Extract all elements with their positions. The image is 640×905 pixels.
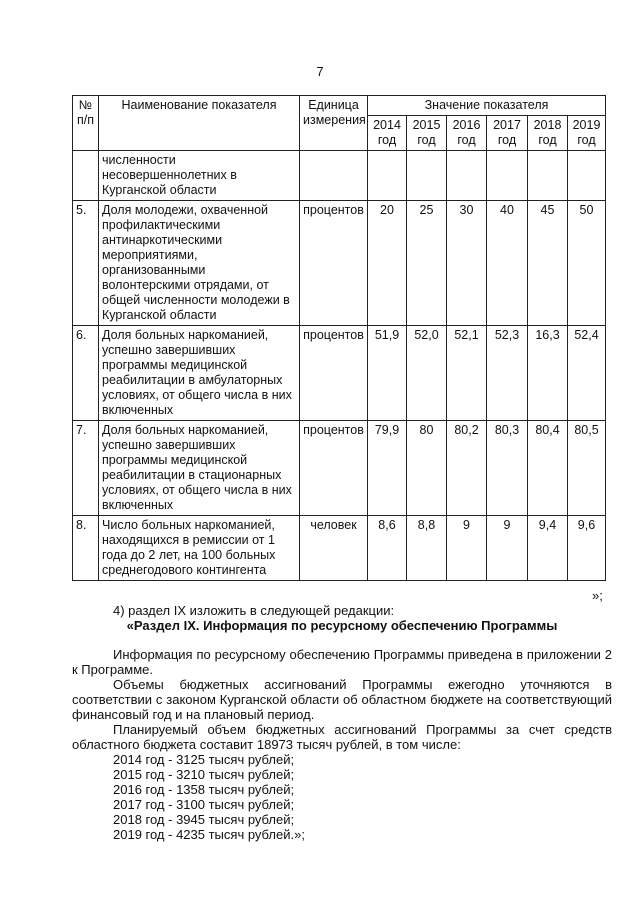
row-value: [568, 151, 606, 201]
row-unit: процентов: [300, 421, 368, 516]
row-num: [73, 151, 99, 201]
row-value: [407, 151, 447, 201]
page-number: 7: [316, 64, 324, 79]
list-item: 2016 год - 1358 тысяч рублей;: [113, 782, 295, 797]
list-item: 2015 год - 3210 тысяч рублей;: [113, 767, 295, 782]
row-value: 80,3: [487, 421, 528, 516]
row-value: 50: [568, 201, 606, 326]
list-item: 2017 год - 3100 тысяч рублей;: [113, 797, 295, 812]
header-year: 2017 год: [487, 116, 528, 151]
row-value: 80: [407, 421, 447, 516]
row-value: 52,0: [407, 326, 447, 421]
row-num: 6.: [73, 326, 99, 421]
row-value: 40: [487, 201, 528, 326]
row-unit: процентов: [300, 326, 368, 421]
header-values-group: Значение показателя: [368, 96, 606, 116]
row-value: 9: [487, 516, 528, 581]
row-name: Число больных наркоманией, находящихся в ремиссии от 1 года до 2 лет, на 100 больных среднегодового контингента: [99, 516, 300, 581]
row-unit: процентов: [300, 201, 368, 326]
row-name: Доля больных наркоманией, успешно завершивших программы медицинской реабилитации в амбулаторных условиях, от общего числа в них включенных: [99, 326, 300, 421]
header-num: № п/п: [73, 96, 99, 151]
paragraph-2: Объемы бюджетных ассигнований Программы ежегодно уточняются в соответствии с законом Курганской области об областном бюджете на соответствующий финансовый год и на плановый период.: [72, 677, 612, 722]
row-name: Доля молодежи, охваченной профилактическими антинаркотическими мероприятиями, организованными волонтерскими отрядами, от общей численности молодежи в Курганской области: [99, 201, 300, 326]
row-name: численности несовершеннолетних в Курганской области: [99, 151, 300, 201]
header-year: 2015 год: [407, 116, 447, 151]
row-value: 9: [447, 516, 487, 581]
row-value: [487, 151, 528, 201]
row-name: Доля больных наркоманией, успешно завершивших программы медицинской реабилитации в стационарных условиях, от общего числа в них включенных: [99, 421, 300, 516]
list-item: 2014 год - 3125 тысяч рублей;: [113, 752, 295, 767]
list-item: 2018 год - 3945 тысяч рублей;: [113, 812, 295, 827]
table-header-row: [73, 96, 606, 116]
row-value: [447, 151, 487, 201]
row-num: 5.: [73, 201, 99, 326]
row-value: 9,6: [568, 516, 606, 581]
row-value: 79,9: [368, 421, 407, 516]
header-year: 2018 год: [528, 116, 568, 151]
row-value: 16,3: [528, 326, 568, 421]
list-item: 2019 год - 4235 тысяч рублей.»;: [113, 827, 305, 842]
indicators-table: [72, 95, 606, 581]
body-text: [72, 603, 612, 842]
row-value: 45: [528, 201, 568, 326]
table-row: [73, 151, 606, 201]
header-year: 2014 год: [368, 116, 407, 151]
table-row: [73, 516, 606, 581]
table-row: [73, 326, 606, 421]
section-heading: «Раздел IX. Информация по ресурсному обеспечению Программы: [126, 618, 558, 633]
row-value: 80,2: [447, 421, 487, 516]
header-name: Наименование показателя: [99, 96, 300, 151]
row-value: 20: [368, 201, 407, 326]
row-value: [528, 151, 568, 201]
row-value: 52,3: [487, 326, 528, 421]
header-year: 2016 год: [447, 116, 487, 151]
row-value: 80,4: [528, 421, 568, 516]
header-year: 2019 год: [568, 116, 606, 151]
row-value: 51,9: [368, 326, 407, 421]
table-row: [73, 421, 606, 516]
row-value: [368, 151, 407, 201]
row-value: 8,6: [368, 516, 407, 581]
row-unit: [300, 151, 368, 201]
paragraph-1: Информация по ресурсному обеспечению Программы приведена в приложении 2 к Программе.: [72, 647, 612, 677]
row-value: 8,8: [407, 516, 447, 581]
row-value: 52,4: [568, 326, 606, 421]
row-value: 25: [407, 201, 447, 326]
table-row: [73, 201, 606, 326]
row-value: 30: [447, 201, 487, 326]
paragraph-3: Планируемый объем бюджетных ассигнований Программы за счет средств областного бюджета составит 18973 тысяч рублей, в том числе:: [72, 722, 612, 752]
item-4-text: 4) раздел IX изложить в следующей редакции:: [113, 603, 395, 618]
row-value: 80,5: [568, 421, 606, 516]
row-num: 7.: [73, 421, 99, 516]
row-unit: человек: [300, 516, 368, 581]
row-num: 8.: [73, 516, 99, 581]
row-value: 52,1: [447, 326, 487, 421]
row-value: 9,4: [528, 516, 568, 581]
header-unit: Единица измерения: [300, 96, 368, 151]
closing-quote-mark: »;: [592, 588, 603, 603]
